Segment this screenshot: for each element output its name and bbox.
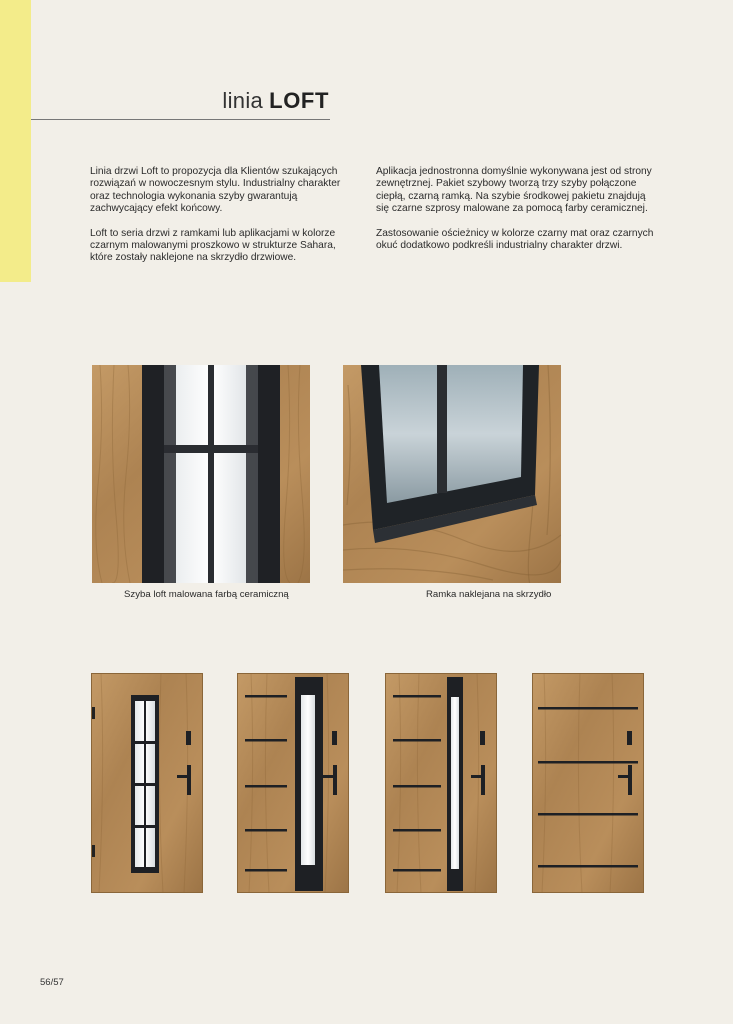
paragraph: Linia drzwi Loft to propozycja dla Klientów szukających rozwiązań w nowoczesnym stylu. Industrialny charakter oraz technologia wykonania szyby gwarantują zachwycający efekt końcowy.: [90, 166, 341, 215]
paragraph: Aplikacja jednostronna domyślnie wykonywana jest od strony zewnętrznej. Pakiet szybowy tworzą trzy szyby połączone ciepłą, czarną ramką. Na szybie środkowej pakietu znajdują się czarne szprosy malowane za pomocą farby ceramicznej.: [376, 166, 652, 215]
door-model-2: [237, 673, 349, 893]
page-title: [222, 88, 329, 114]
paragraph: Zastosowanie ościeżnicy w kolorze czarny mat oraz czarnych okuć dodatkowo podkreśli industrialny charakter drzwi.: [376, 227, 654, 252]
photo-caption: Ramka naklejana na skrzydło: [426, 589, 552, 600]
title-divider: [31, 119, 330, 120]
paragraph: Loft to seria drzwi z ramkami lub aplikacjami w kolorze czarnym malowanymi proszkowo w strukturze Sahara, które zostały naklejone na skrzydło drzwiowe.: [90, 227, 336, 264]
text-column-right: [376, 166, 656, 264]
page-number: 56/57: [40, 977, 64, 988]
accent-bar: [0, 0, 31, 282]
door-model-4: [532, 673, 644, 893]
door-model-3: [385, 673, 497, 893]
title-bold: LOFT: [269, 88, 329, 113]
title-light: linia: [222, 88, 264, 113]
photo-caption: Szyba loft malowana farbą ceramiczną: [124, 589, 289, 600]
photo-frame: [343, 365, 561, 583]
text-column-left: [90, 166, 360, 277]
door-model-1: [91, 673, 203, 893]
photo-loft-glass: [92, 365, 310, 583]
